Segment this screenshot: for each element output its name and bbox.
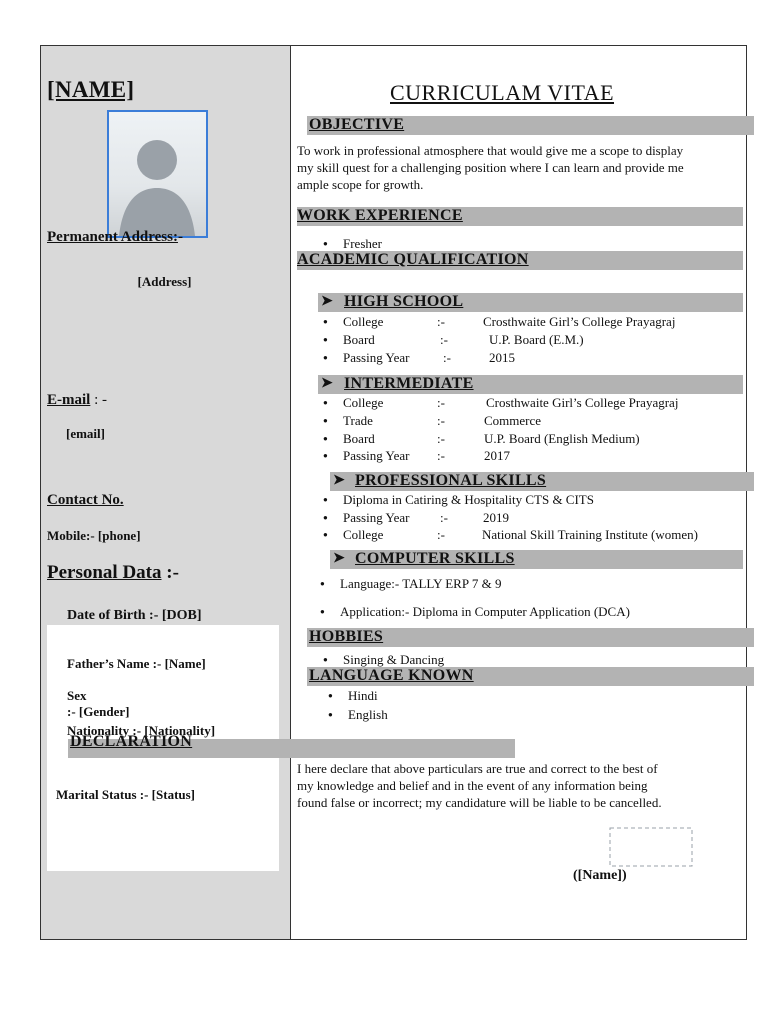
hs-value-2: U.P. Board (E.M.) <box>489 332 584 347</box>
mobile-value: Mobile:- [phone] <box>47 528 141 543</box>
hs-sep-3: :- <box>443 350 451 365</box>
person-silhouette-icon <box>109 112 206 236</box>
int-value-4: 2017 <box>484 448 510 463</box>
work-item: ● Fresher <box>343 236 382 252</box>
arrow-icon: ➤ <box>333 473 345 488</box>
hobbies-heading: HOBBIES <box>309 628 384 645</box>
hs-sep-2: :- <box>440 332 448 347</box>
signature-placeholder <box>608 824 694 870</box>
permanent-address-label: Permanent Address:- <box>47 229 183 245</box>
dob-value: Date of Birth :- [DOB] <box>67 608 202 623</box>
column-divider <box>290 46 291 939</box>
language-item-1: ● Hindi <box>348 688 378 704</box>
declaration-text: I here declare that above particulars are true and correct to the best of my knowledge and belief and in the event of any information being found false or incorrect; my candidature will be liable to be cancelled. <box>297 761 662 810</box>
intermediate-heading: INTERMEDIATE <box>344 375 474 392</box>
int-label-1: ● College <box>343 395 383 411</box>
work-heading: WORK EXPERIENCE <box>297 207 463 224</box>
photo-placeholder <box>107 110 208 238</box>
declaration-heading: DECLARATION <box>70 733 193 750</box>
sex-value: :- [Gender] <box>67 704 130 719</box>
arrow-icon: ➤ <box>321 294 333 309</box>
email-value: [email] <box>66 426 105 441</box>
int-value-2: Commerce <box>484 413 542 428</box>
prof-label-1: ● Passing Year <box>343 510 409 526</box>
father-name: Father’s Name :- [Name] <box>67 656 206 671</box>
hs-sep-1: :- <box>437 314 445 329</box>
sex-label: Sex <box>67 688 87 703</box>
int-label-4: ● Passing Year <box>343 448 409 464</box>
signature-name: ([Name]) <box>573 868 627 883</box>
academic-heading: ACADEMIC QUALIFICATION <box>297 251 529 268</box>
computer-heading: COMPUTER SKILLS <box>355 550 515 567</box>
personal-data-label: Personal Data :- <box>47 562 179 583</box>
computer-item-2: ● Application:- Diploma in Computer Application (DCA) <box>340 604 630 620</box>
professional-item: ● Diploma in Catiring & Hospitality CTS & CITS <box>343 492 594 508</box>
hs-value-3: 2015 <box>489 350 515 365</box>
hs-label-1: ● College <box>343 314 383 330</box>
int-sep-4: :- <box>437 448 445 463</box>
int-label-3: ● Board <box>343 431 375 447</box>
candidate-name: [NAME] <box>47 77 135 102</box>
arrow-icon: ➤ <box>333 551 345 566</box>
int-sep-2: :- <box>437 413 445 428</box>
hobby-item: ● Singing & Dancing <box>343 652 444 668</box>
hs-label-2: ● Board <box>343 332 375 348</box>
marital-status: Marital Status :- [Status] <box>56 787 196 802</box>
hs-label-3: ● Passing Year <box>343 350 409 366</box>
language-heading: LANGUAGE KNOWN <box>309 667 474 684</box>
objective-text: To work in professional atmosphere that would give me a scope to display my skill quest for a challenging position where I can learn and provide me ample scope for growth. <box>297 143 684 192</box>
hs-value-1: Crosthwaite Girl’s College Prayagraj <box>483 314 676 329</box>
language-item-2: ● English <box>348 707 388 723</box>
address-line-1: [Address] <box>137 274 192 289</box>
int-value-3: U.P. Board (English Medium) <box>484 431 640 446</box>
email-label: E-mail : - <box>47 392 108 408</box>
int-sep-3: :- <box>437 431 445 446</box>
high-school-heading: HIGH SCHOOL <box>344 293 464 310</box>
prof-label-2: ● College <box>343 527 383 543</box>
int-value-1: Crosthwaite Girl’s College Prayagraj <box>486 395 679 410</box>
computer-item-1: ● Language:- TALLY ERP 7 & 9 <box>340 576 501 592</box>
nationality-value: Nationality :- [Nationality] <box>67 723 216 738</box>
int-sep-1: :- <box>437 395 445 410</box>
prof-sep-2: :- <box>437 527 445 542</box>
cv-title: CURRICULAM VITAE <box>390 80 615 105</box>
objective-heading: OBJECTIVE <box>309 116 405 133</box>
arrow-icon: ➤ <box>321 376 333 391</box>
professional-heading: PROFESSIONAL SKILLS <box>355 472 547 489</box>
contact-label: Contact No. <box>47 492 124 508</box>
prof-sep-1: :- <box>440 510 448 525</box>
prof-value-2: National Skill Training Institute (women) <box>482 527 698 542</box>
int-label-2: ● Trade <box>343 413 373 429</box>
prof-value-1: 2019 <box>483 510 509 525</box>
